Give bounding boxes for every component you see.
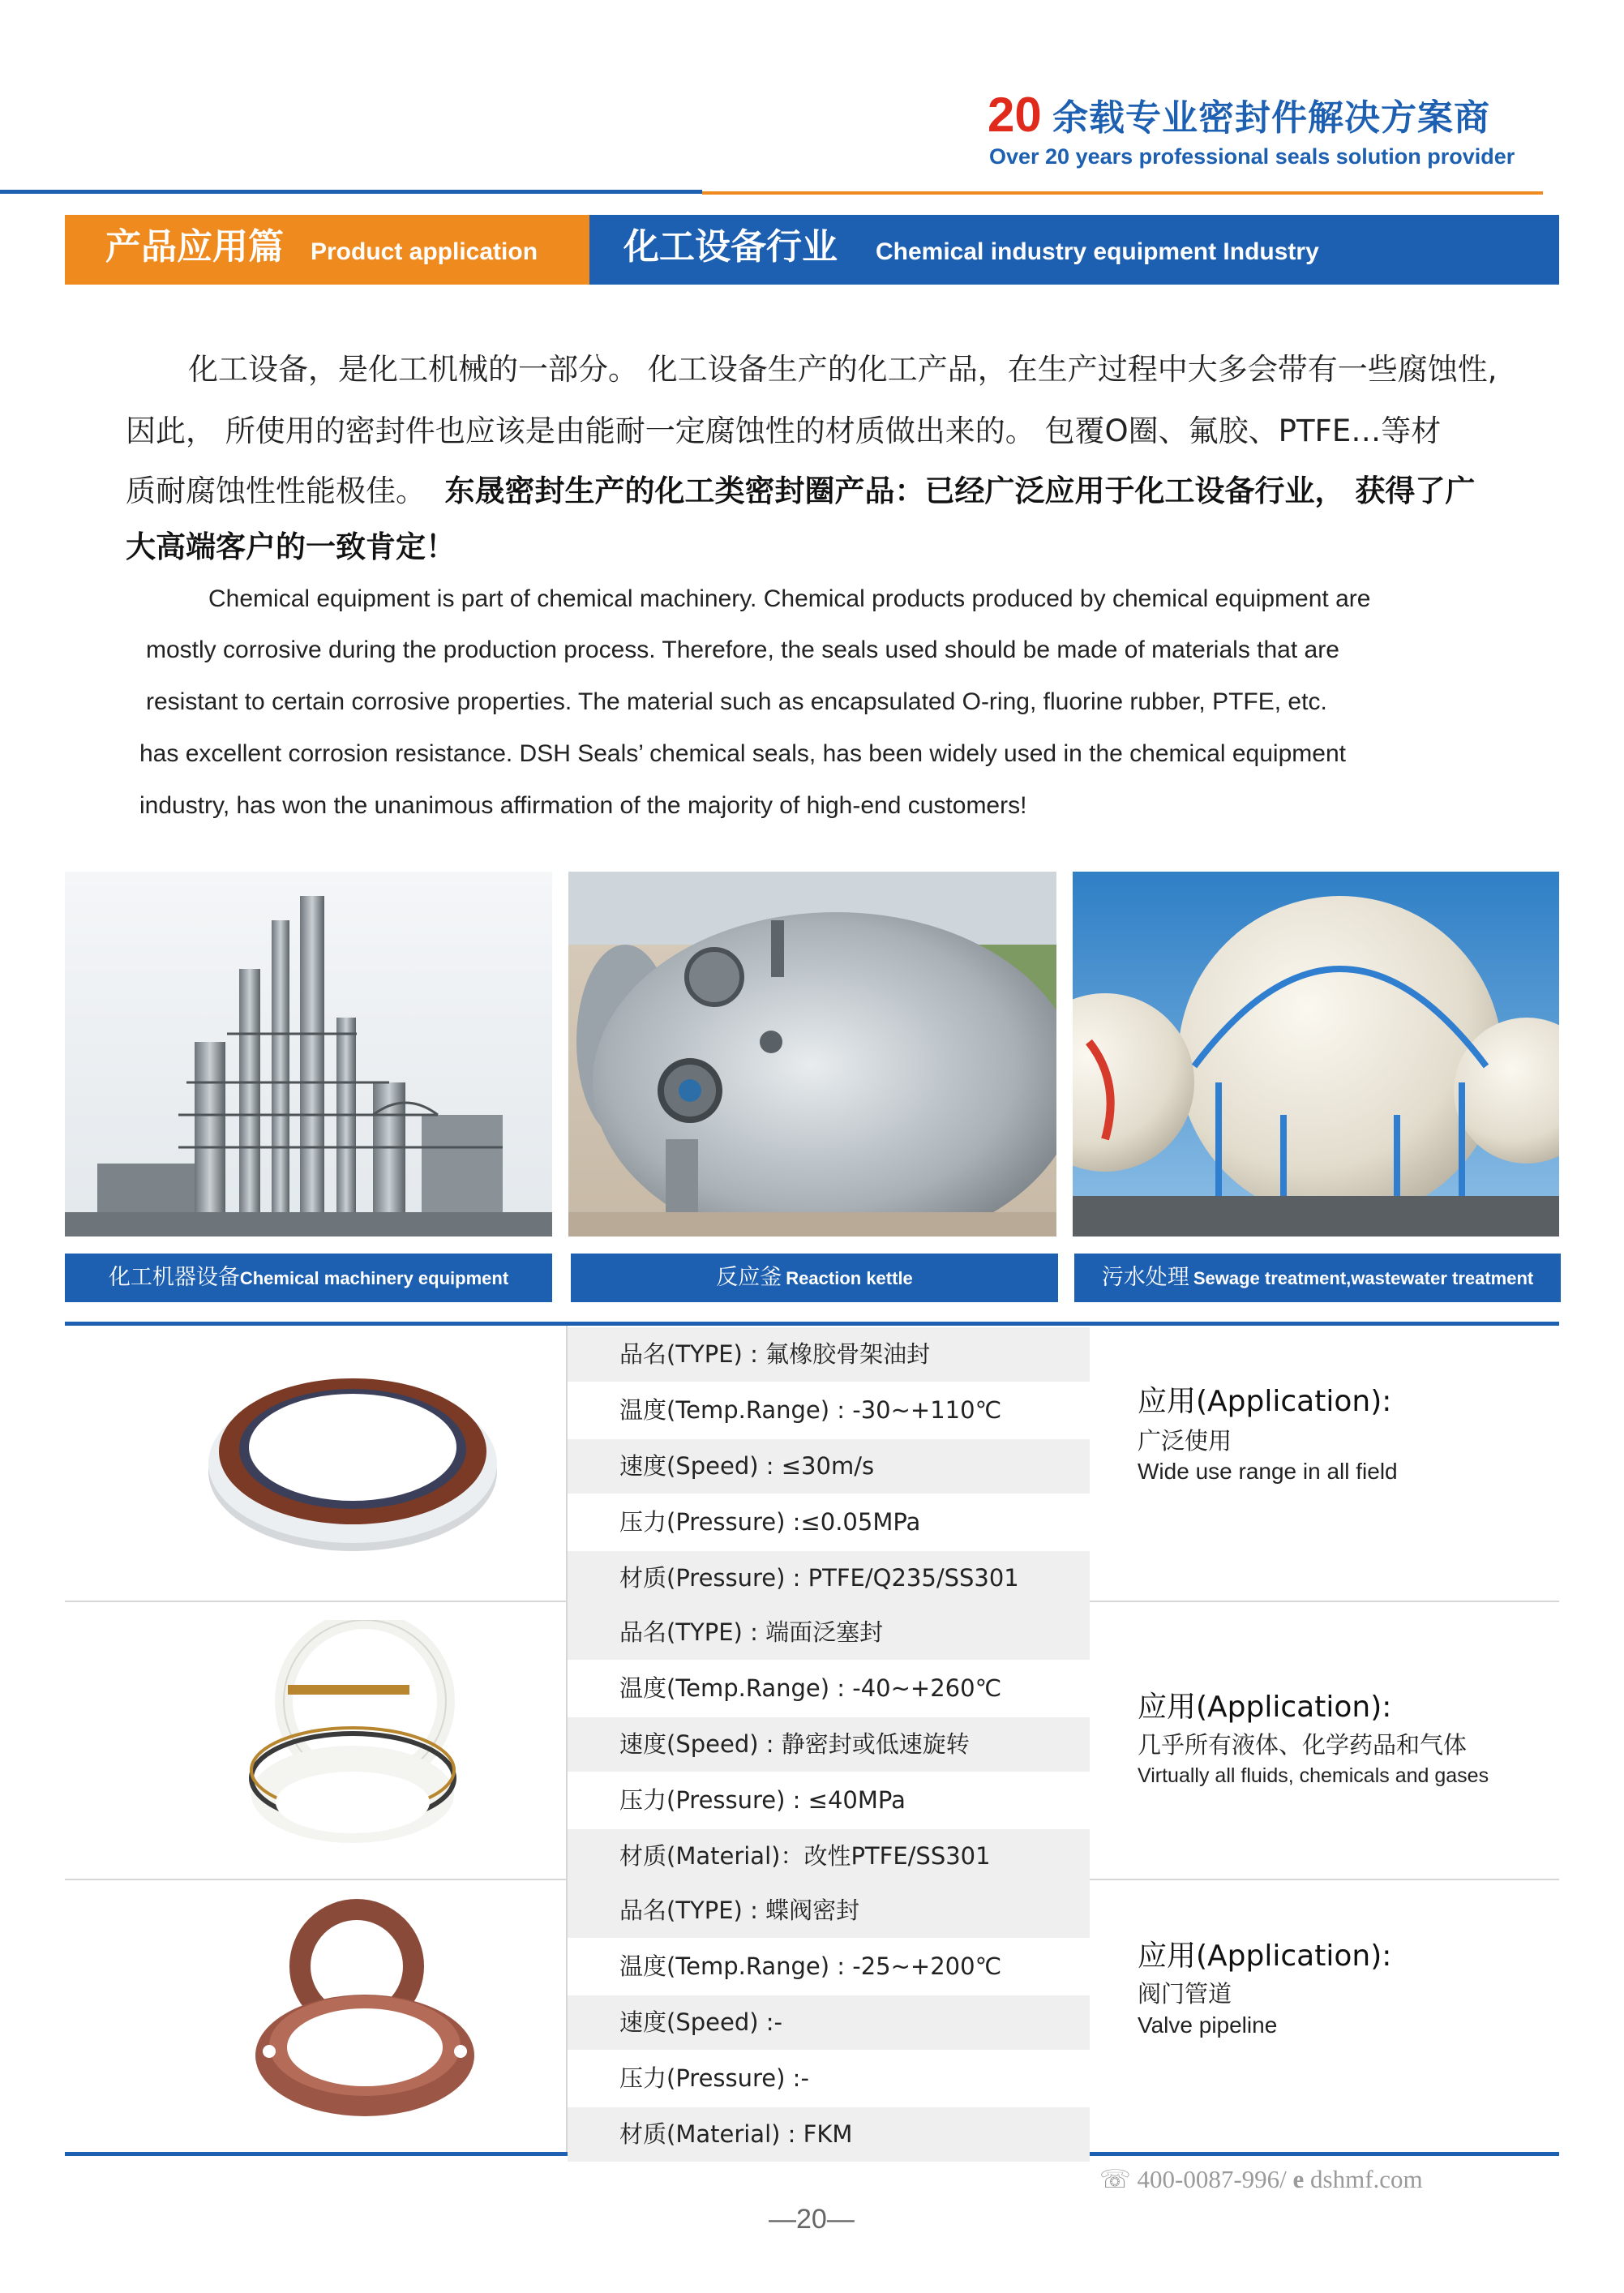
- spec-pressure: 压力(Pressure) :≤0.05MPa: [619, 1508, 921, 1536]
- photo-sewage-spheres: [1073, 872, 1559, 1237]
- banner-right-cn: 化工设备行业: [623, 226, 838, 268]
- product-2-application-title: 应用(Application):: [1138, 1691, 1392, 1724]
- spec-speed: 速度(Speed) : 静密封或低速旋转: [568, 1717, 1090, 1772]
- banner-left-cn: 产品应用篇: [105, 226, 284, 268]
- caption-sewage: [1074, 1254, 1561, 1302]
- product-3-application-en: Valve pipeline: [1138, 2012, 1278, 2038]
- spec-pressure: 压力(Pressure) :-: [619, 2064, 809, 2092]
- brand-number: 20: [988, 88, 1042, 142]
- spec-type: 品名(TYPE) : 端面泛塞封: [568, 1605, 1090, 1660]
- spec-type: 品名(TYPE) : 蝶阀密封: [568, 1884, 1090, 1938]
- intro-en-line-5: industry, has won the unanimous affirmation of the majority of high-end customers!: [139, 792, 1027, 819]
- footer-phone: 400-0087-996/: [1137, 2165, 1287, 2193]
- caption-1-cn: 化工机器设备: [108, 1265, 240, 1290]
- brand-title-en: Over 20 years professional seals solution provider: [989, 144, 1515, 169]
- product-3-specs: [568, 1884, 1090, 2163]
- section-banner-industry: [589, 215, 1559, 285]
- spec-temp-range: 温度(Temp.Range) : -30~+110℃: [619, 1396, 1002, 1424]
- footer-website: dshmf.com: [1310, 2165, 1423, 2193]
- banner-left-en: Product application: [311, 238, 538, 265]
- intro-cn-line-4: [126, 529, 456, 564]
- caption-chemical-machinery: [65, 1254, 552, 1302]
- spec-temp-range: 温度(Temp.Range) : -25~+200℃: [619, 1952, 1002, 1980]
- intro-cn-line-3b: 东晟密封生产的化工类密封圈产品：已经广泛应用于化工设备行业， 获得了广: [444, 474, 1476, 508]
- intro-cn-line-3a: 质耐腐蚀性性能极佳。: [126, 474, 426, 508]
- product-1-specs: [568, 1327, 1090, 1607]
- spec-material: 材质(Pressure) : PTFE/Q235/SS301: [568, 1551, 1090, 1605]
- caption-1-en: Chemical machinery equipment: [239, 1268, 509, 1288]
- product-1-application-title: 应用(Application):: [1138, 1385, 1392, 1418]
- banner-right-en: Chemical industry equipment Industry: [876, 238, 1319, 265]
- spec-speed: 速度(Speed) : ≤30m/s: [568, 1439, 1090, 1494]
- product-image-butterfly-valve-seal: [243, 1893, 486, 2140]
- intro-en-line-2: mostly corrosive during the production process. Therefore, the seals used should be made of materials that are: [146, 636, 1339, 663]
- product-1-application-en: Wide use range in all field: [1138, 1459, 1398, 1484]
- caption-reaction-kettle: [571, 1254, 1058, 1302]
- phone-icon: ☏: [1099, 2165, 1131, 2193]
- footer-contact: [1099, 2167, 1423, 2192]
- product-1-application-cn: 广泛使用: [1138, 1427, 1232, 1455]
- caption-3-cn: 污水处理: [1101, 1265, 1189, 1290]
- header-rule-orange: [702, 191, 1543, 195]
- web-icon: e: [1292, 2165, 1305, 2193]
- photo-chemical-plant: [65, 872, 552, 1237]
- caption-3-en: Sewage treatment,wastewater treatment: [1193, 1268, 1534, 1288]
- spec-temp-range: 温度(Temp.Range) : -40~+260℃: [619, 1674, 1002, 1702]
- header-rule-blue: [0, 190, 702, 194]
- caption-2-en: Reaction kettle: [786, 1268, 913, 1288]
- product-image-spring-seal: [243, 1620, 462, 1867]
- intro-en-line-4: has excellent corrosion resistance. DSH Seals’ chemical seals, has been widely used in the chemical equipment: [139, 740, 1346, 767]
- section-banner-product-application: [65, 215, 589, 285]
- intro-en-line-3: resistant to certain corrosive properties. The material such as encapsulated O-ring, fluorine rubber, PTFE, etc.: [146, 688, 1327, 715]
- intro-cn-line-3: [126, 476, 1475, 506]
- table-top-rule: [65, 1322, 1559, 1326]
- spec-type: 品名(TYPE) : 氟橡胶骨架油封: [568, 1327, 1090, 1382]
- page-number: —20—: [769, 2204, 855, 2235]
- spec-material: 材质(Material)：改性PTFE/SS301: [568, 1829, 1090, 1884]
- photo-reaction-kettle: [568, 872, 1056, 1237]
- brand-title-cn: 余载专业密封件解决方案商: [1052, 97, 1490, 139]
- intro-en-line-1: Chemical equipment is part of chemical machinery. Chemical products produced by chemical equipment are: [208, 585, 1371, 612]
- product-2-application-cn: 几乎所有液体、化学药品和气体: [1138, 1731, 1468, 1759]
- product-3-application-cn: 阀门管道: [1138, 1980, 1232, 2008]
- intro-cn-line-1: 化工设备，是化工机械的一部分。 化工设备生产的化工产品，在生产过程中大多会带有一些腐蚀性,: [188, 352, 1498, 387]
- product-image-oil-seal: [199, 1350, 507, 1564]
- intro-cn-line-4-bold: 大高端客户的一致肯定！: [126, 529, 456, 564]
- product-3-application-title: 应用(Application):: [1138, 1939, 1392, 1973]
- product-2-application-en: Virtually all fluids, chemicals and gases: [1138, 1764, 1489, 1787]
- spec-pressure: 压力(Pressure) : ≤40MPa: [619, 1786, 906, 1814]
- product-2-specs: [568, 1605, 1090, 1885]
- spec-speed: 速度(Speed) :-: [568, 1995, 1090, 2050]
- spec-material: 材质(Material) : FKM: [568, 2107, 1090, 2162]
- caption-2-cn: 反应釜: [716, 1265, 782, 1290]
- intro-cn-line-2: 因此， 所使用的密封件也应该是由能耐一定腐蚀性的材质做出来的。 包覆O圈、氟胶、PTFE…等材: [126, 414, 1442, 448]
